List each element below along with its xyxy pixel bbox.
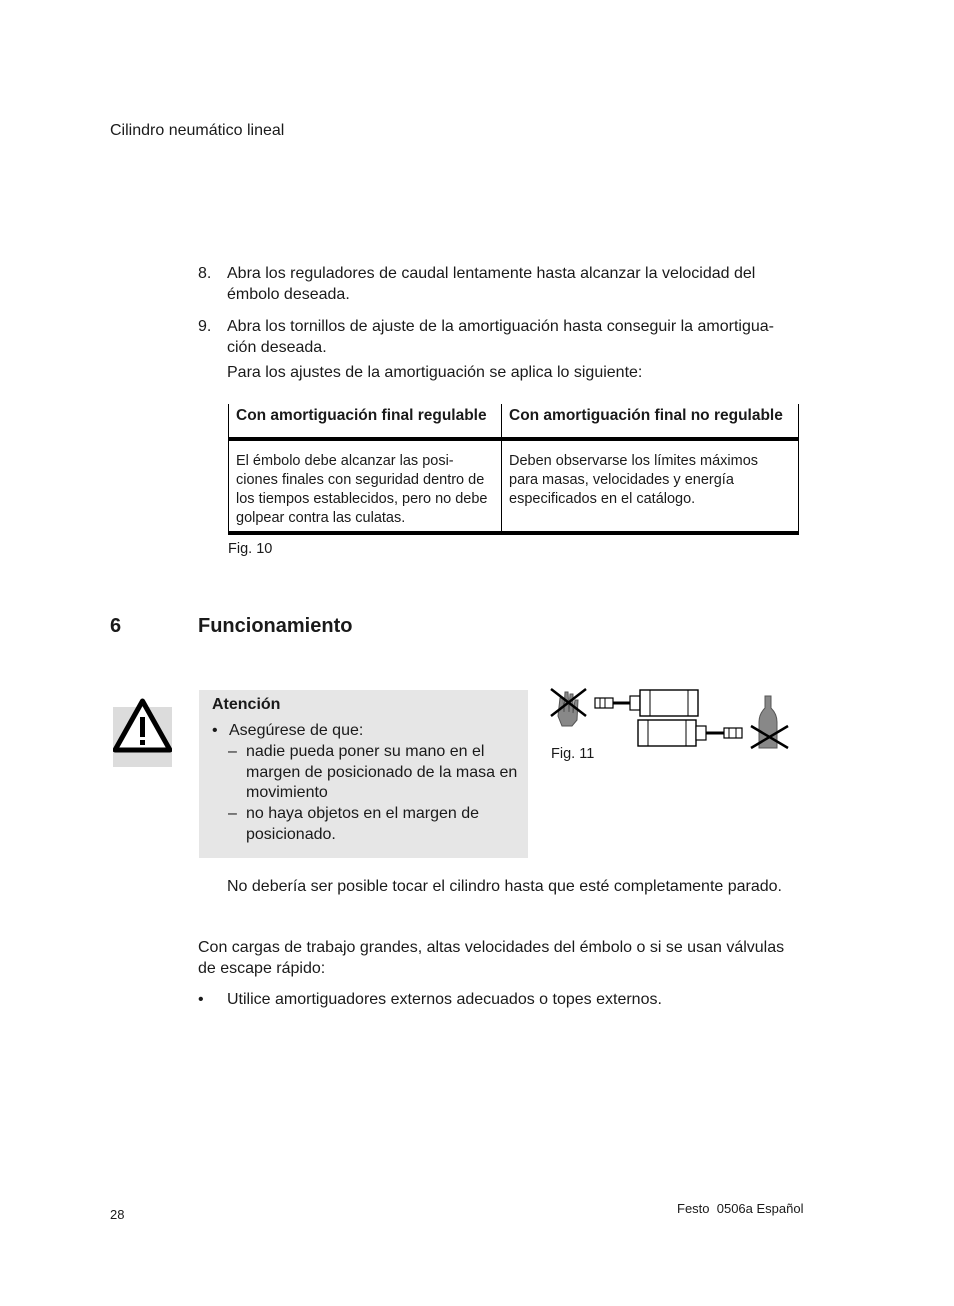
paragraph-loads: Con cargas de trabajo grandes, altas velocidades del émbolo o si se usan válvulas de escape rápido: bbox=[198, 939, 785, 977]
step-number: 8. bbox=[198, 265, 212, 282]
figure-11-illustration bbox=[548, 686, 793, 750]
section-number: 6 bbox=[110, 615, 122, 637]
bullet-icon: • bbox=[198, 991, 204, 1008]
warning-item: no haya objetos en el margen de posicionado. bbox=[246, 805, 480, 843]
table-row bbox=[229, 439, 799, 533]
table-header-adjustable: Con amortiguación final regulable bbox=[229, 404, 502, 439]
warning-title: Atención bbox=[212, 696, 281, 713]
crossed-bottle-icon bbox=[751, 696, 788, 748]
table-cell-fixed: Deben observarse los límites máximos para masas, velocidades y energía especificados en el catálogo. bbox=[502, 439, 799, 533]
page-number: 28 bbox=[110, 1207, 125, 1222]
footer-doc: Festo 0506a Español bbox=[677, 1201, 804, 1216]
warning-panel bbox=[199, 690, 528, 858]
dash-icon: – bbox=[228, 805, 237, 822]
figure-caption: Fig. 10 bbox=[228, 541, 273, 557]
running-header: Cilindro neumático lineal bbox=[110, 122, 285, 139]
cushion-note: Para los ajustes de la amortiguación se aplica lo siguiente: bbox=[227, 364, 643, 381]
table-cell-adjustable: El émbolo debe alcanzar las posi-ciones finales con seguridad dentro de los tiempos establecidos, pero no debe golpear contra las culatas. bbox=[229, 439, 502, 533]
bullet-icon: • bbox=[212, 722, 218, 739]
step-text: Abra los reguladores de caudal lentamente hasta alcanzar la velocidad del émbolo deseada. bbox=[227, 265, 756, 303]
final-bullet-text: Utilice amortiguadores externos adecuados o topes externos. bbox=[227, 991, 662, 1008]
crossed-hand-icon bbox=[551, 689, 586, 726]
table-header-fixed: Con amortiguación final no regulable bbox=[502, 404, 799, 439]
step-number: 9. bbox=[198, 318, 212, 335]
section-title: Funcionamiento bbox=[198, 615, 353, 637]
paragraph-stop: No debería ser posible tocar el cilindro hasta que esté completamente parado. bbox=[227, 878, 782, 895]
figure-11-caption: Fig. 11 bbox=[551, 746, 595, 762]
step-text: Abra los tornillos de ajuste de la amortiguación hasta conseguir la amortigua-ción deseada. bbox=[227, 318, 774, 356]
warning-box bbox=[113, 707, 172, 767]
cushioning-table bbox=[228, 404, 799, 535]
warning-item: nadie pueda poner su mano en el margen de posicionado de la masa en movimiento bbox=[246, 743, 518, 801]
dash-icon: – bbox=[228, 743, 237, 760]
cylinder-icon bbox=[595, 690, 742, 746]
warning-triangle-icon bbox=[113, 697, 172, 757]
warning-bullet: Asegúrese de que: bbox=[229, 722, 364, 739]
